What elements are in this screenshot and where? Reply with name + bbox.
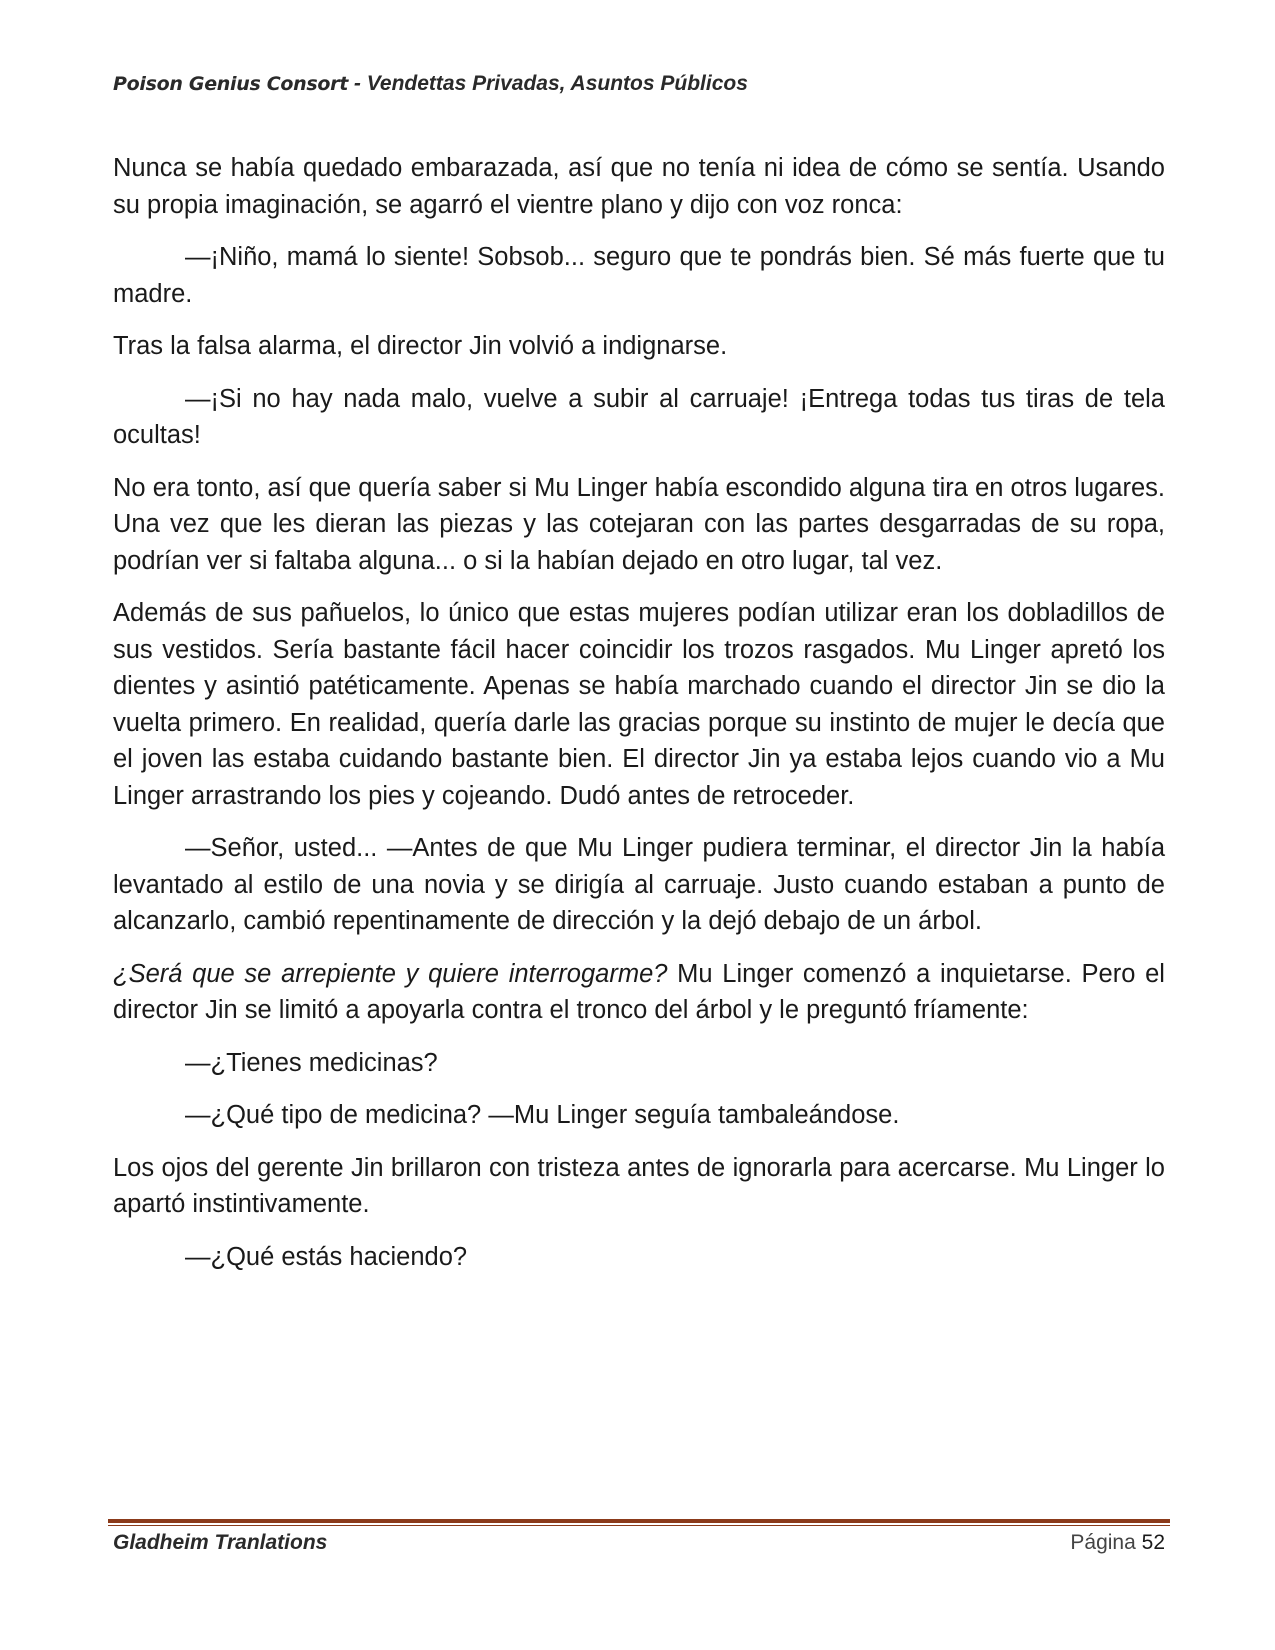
dialog-paragraph: —¿Tienes medicinas? bbox=[185, 1048, 438, 1077]
chapter-title: Vendettas Privadas, Asuntos Públicos bbox=[366, 72, 748, 95]
page-number bbox=[1070, 1531, 1165, 1555]
series-title: Poison Genius Consort bbox=[113, 73, 349, 95]
page-body bbox=[113, 150, 1165, 1291]
paragraph: Además de sus pañuelos, lo único que estas mujeres podían utilizar eran los dobladillos de sus vestidos. Sería bastante fácil hacer coincidir los trozos rasgados. Mu Linger apretó los dientes y asintió patéticamente. Apenas se había marchado cuando el director Jin se dio la vuelta primero. En realidad, quería darle las gracias porque su instinto de mujer le decía que el joven las estaba cuidando bastante bien. El director Jin ya estaba lejos cuando vio a Mu Linger arrastrando los pies y cojeando. Dudó antes de retroceder. bbox=[113, 599, 1165, 810]
dialog-paragraph: —¡Niño, mamá lo siente! Sobsob... seguro que te pondrás bien. Sé más fuerte que tu madre. bbox=[113, 243, 1165, 308]
dialog-paragraph: —¿Qué estás haciendo? bbox=[185, 1242, 468, 1271]
paragraph: Nunca se había quedado embarazada, así que no tenía ni idea de cómo se sentía. Usando su propia imaginación, se agarró el vientre plano y dijo con voz ronca: bbox=[113, 154, 1165, 219]
italic-thought: ¿Será que se arrepiente y quiere interrogarme? bbox=[113, 959, 668, 988]
page-label: Página bbox=[1070, 1531, 1136, 1554]
paragraph-text: Mu Linger comenzó a inquietarse. Pero el director Jin se limitó a apoyarla contra el tronco del árbol y le preguntó fríamente: bbox=[113, 959, 1165, 1024]
paragraph: No era tonto, así que quería saber si Mu Linger había escondido alguna tira en otros lugares. Una vez que les dieran las piezas y las cotejaran con las partes desgarradas de su ropa, podrían ver si faltaba alguna... o si la habían dejado en otro lugar, tal vez. bbox=[113, 473, 1165, 575]
footer-publisher: Gladheim Tranlations bbox=[113, 1531, 328, 1554]
paragraph bbox=[113, 956, 1165, 1029]
running-header bbox=[113, 72, 748, 96]
dialog-paragraph: —¿Qué tipo de medicina? —Mu Linger seguía tambaleándose. bbox=[185, 1101, 900, 1129]
paragraph: Tras la falsa alarma, el director Jin volvió a indignarse. bbox=[113, 332, 728, 360]
footer-rule bbox=[108, 1519, 1170, 1526]
dialog-paragraph: —¡Si no hay nada malo, vuelve a subir al carruaje! ¡Entrega todas tus tiras de tela ocultas! bbox=[113, 384, 1165, 449]
page-number-value: 52 bbox=[1141, 1531, 1165, 1554]
header-separator: - bbox=[348, 72, 367, 95]
dialog-paragraph: —Señor, usted... —Antes de que Mu Linger pudiera terminar, el director Jin la había levantado al estilo de una novia y se dirigía al carruaje. Justo cuando estaban a punto de alcanzarlo, cambió repentinamente de dirección y la dejó debajo de un árbol. bbox=[113, 834, 1165, 935]
paragraph: Los ojos del gerente Jin brillaron con tristeza antes de ignorarla para acercarse. Mu Linger lo apartó instintivamente. bbox=[113, 1153, 1165, 1218]
